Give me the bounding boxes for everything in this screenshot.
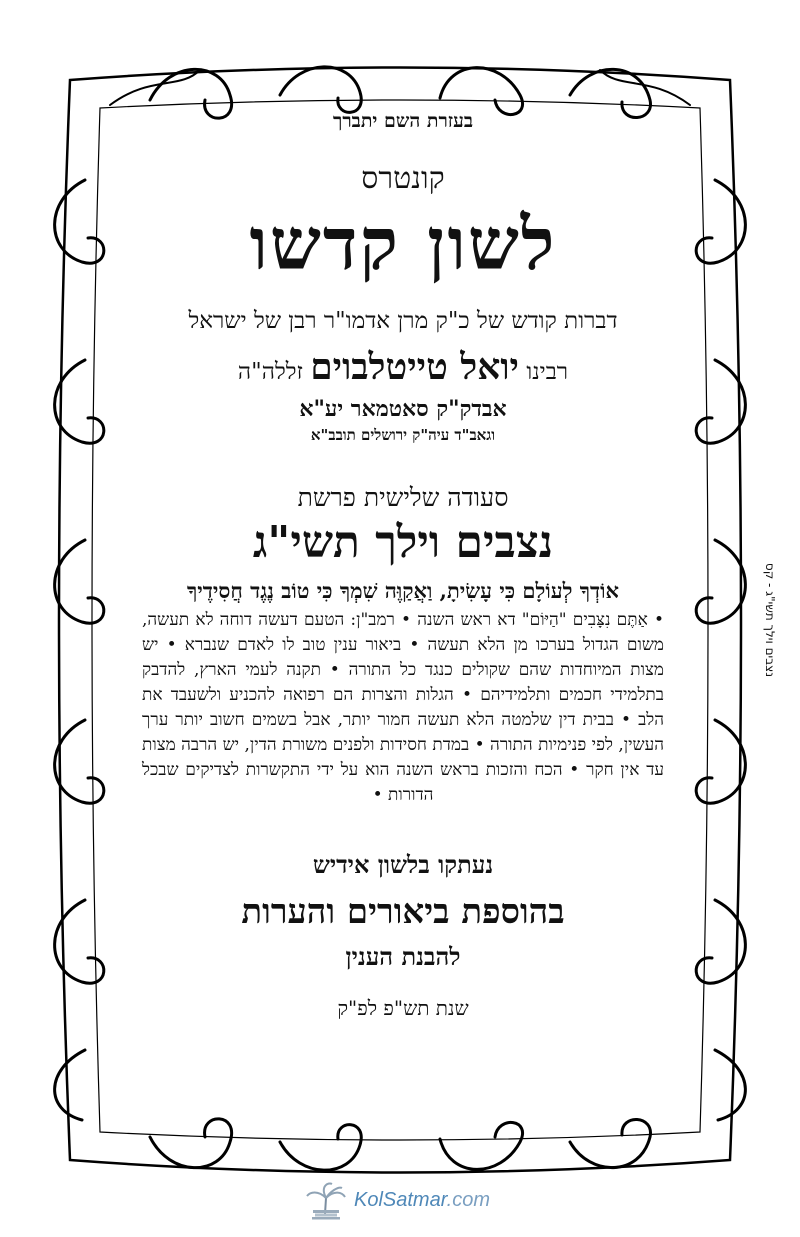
site-footer-logo[interactable] [304, 1180, 490, 1220]
seuda-line: סעודה שלישית פרשת [297, 482, 509, 512]
flourish-bottom [150, 1119, 650, 1170]
translation-line: נעתקו בלשון אידיש [312, 849, 494, 879]
palm-tree-books-icon [304, 1180, 348, 1220]
topic-summary: • אַתֶּם נִצָּבִים "הַיּוֹם" דא ראש השנה • רמב"ן: הטעם דעשה דוחה לא תעשה, משום הגדול בערכו מן הלא תעשה • ביאור ענין טוב לו לאדם שנברא • יש מצות המיוחדות שהם שקולים כנגד כל התורה • תקנה לעמי הארץ, להדבק בתלמידי חכמים ותלמידיהם • הגלות והצרות הם רפואה להכניע ולשעבד את הלב • בבית דין שלמטה הלא תעשה חמור יותר, אבל בשמים חשוב יותר ערך העשין, לפי פנימיות התורה • במדת חסידות ולפנים משורת הדין, יש הרבה מצות עד אין חקר • הכח והזכות בראש השנה הוא על ידי התקשרות לצדיקים שבכל הדורות • [142, 609, 664, 805]
book-title: לשון קדשו [249, 201, 557, 286]
rebbe-name: יואל טייטלבוים [310, 345, 519, 388]
rabbeinu-label: רבינו [526, 358, 569, 385]
divrei-kodesh-line: דברות קודש של כ"ק מרן אדמו"ר רבן של ישראל [188, 307, 618, 334]
zll-label: זללה"ה [237, 358, 303, 385]
kuntres-label: קונטרס [361, 161, 445, 196]
additions-line: בהוספת ביאורים והערות [241, 891, 565, 932]
year-line: שנת תש"פ לפ"ק [337, 995, 469, 1020]
rebbe-line [138, 346, 668, 388]
side-text: נצבים וילך תשי"ג - קס [763, 562, 777, 678]
gaavad-line: וגאב"ד עיה"ק ירושלים תובב"א [310, 425, 496, 444]
divine-help-heading: בעזרת השם יתברך [333, 110, 473, 132]
parsha-title: נצבים וילך תשי"ג [252, 516, 554, 568]
pasuk-line: אוֹדְךָ לְעוֹלָם כִּי עָשִׂיתָ, וַאֲקַוֶּה שִׁמְךָ כִּי טוֹב נֶגֶד חֲסִידֶיךָ [186, 577, 620, 603]
av-beis-din-line: אבדק"ק סאטמאר יע"א [299, 395, 507, 422]
title-page [138, 110, 668, 1021]
understanding-line: להבנת הענין [345, 941, 461, 971]
brand-text: KolSatmar.com [354, 1188, 490, 1211]
